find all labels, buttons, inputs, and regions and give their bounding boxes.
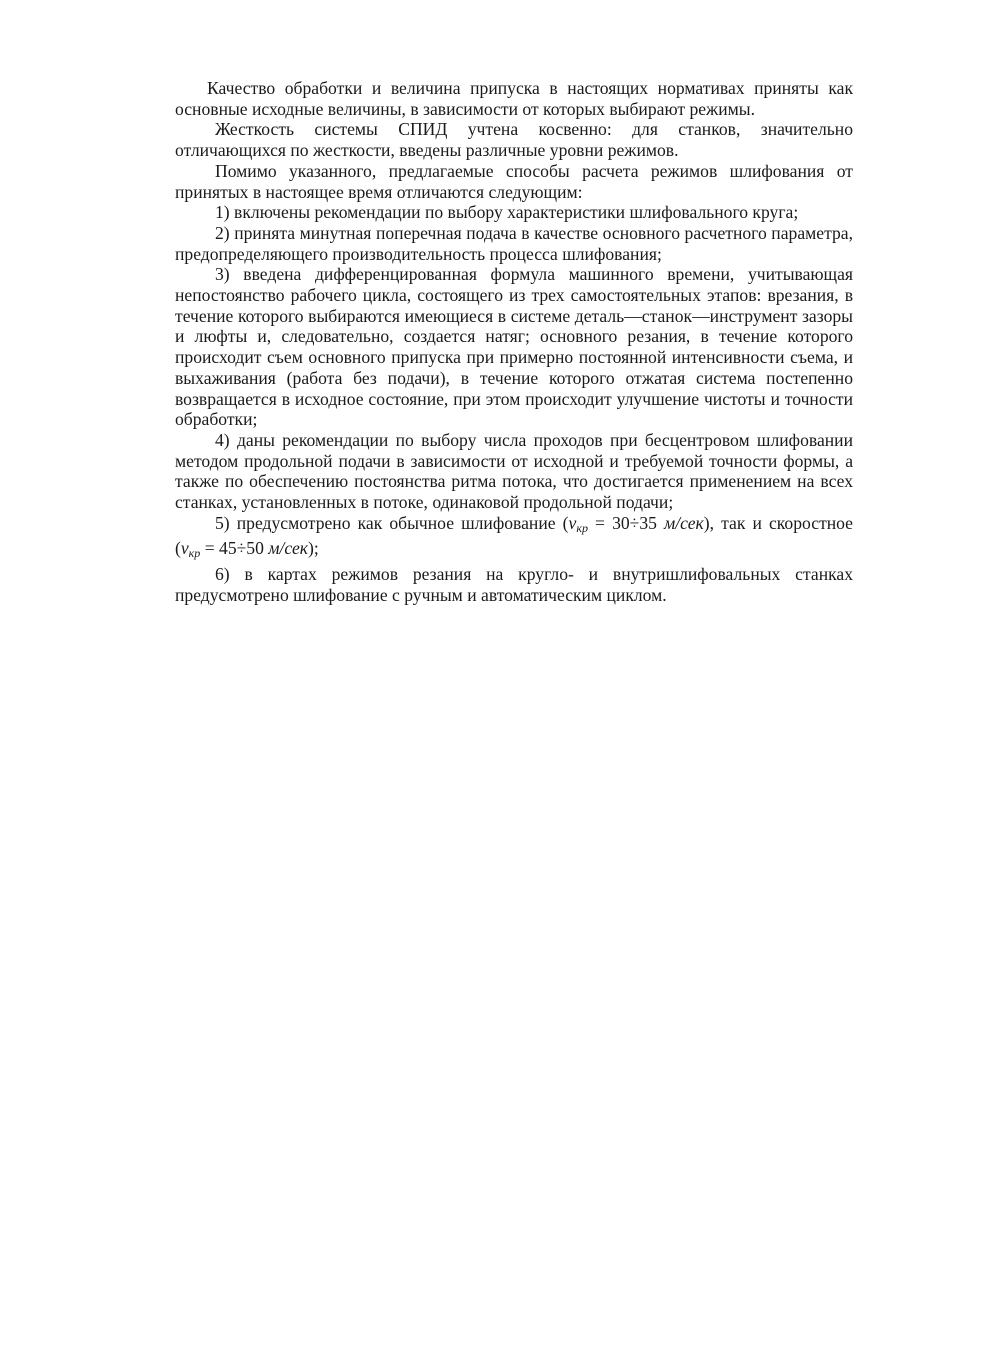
list-item-5 [175,513,853,564]
document-body [175,78,853,606]
list-item-1: 1) включены рекомендации по выбору характеристики шлифовального круга; [215,202,799,223]
list-item-3: 3) введена дифференцированная формула машинного времени, учитывающая непостоянство рабочего цикла, состоящего из трех самостоятельных этапов: врезания, в течение которого выбираются имеющиеся в системе деталь—станок—инструмент зазоры и люфты и, следовательно, создается натяг; основного резания, в течение которого происходит съем основного припуска при примерно постоянной интенсивности съема, и выхаживания (работа без подачи), в течение которого отжатая система постепенно возвращается в исходное состояние, при этом происходит улучшение чистоты и точности обработки; [175,264,853,430]
speed-unit: м/сек [268,538,308,559]
speed-subscript: кр [188,546,201,561]
paragraph-differences: Помимо указанного, предлагаемые способы расчета режимов шлифования от принятых в настоящее время отличаются следующим: [175,160,853,202]
speed-unit: м/сек [664,512,704,533]
speed-subscript: кр [576,520,588,535]
item5-lead: 5) предусмотрено как обычное шлифование ( [215,512,569,533]
item5-mid: ), так и скоростное ( [175,512,853,559]
list-item-2: 2) принята минутная поперечная подача в качестве основного расчетного параметра, предопределяющего производительность процесса шлифования; [175,222,853,264]
speed-symbol: v [568,512,577,533]
list-item-6: 6) в картах режимов резания на кругло- и внутришлифовальных станках предусмотрено шлифование с ручным и автоматическим циклом. [175,564,853,605]
paragraph-quality: Качество обработки и величина припуска в настоящих нормативах приняты как основные исходные величины, в зависимости от которых выбирают режимы. [175,78,853,119]
speed-symbol: v [180,538,189,559]
list-item-4: 4) даны рекомендации по выбору числа проходов при бесцентровом шлифовании методом продольной подачи в зависимости от исходной и требуемой точности формы, а также по обеспечению постоянства ритма потока, что достигается применением на всех станках, установленных в потоке, одинаковой продольной подачи; [175,429,853,513]
paragraph-rigidity: Жесткость системы СПИД учтена косвенно: для станков, значительно отличающихся по жесткости, введены различные уровни режимов. [175,119,853,161]
speed-range-normal: = 30÷35 [587,512,665,533]
speed-range-fast: = 45÷50 [200,538,269,559]
item5-tail: ); [308,538,319,559]
